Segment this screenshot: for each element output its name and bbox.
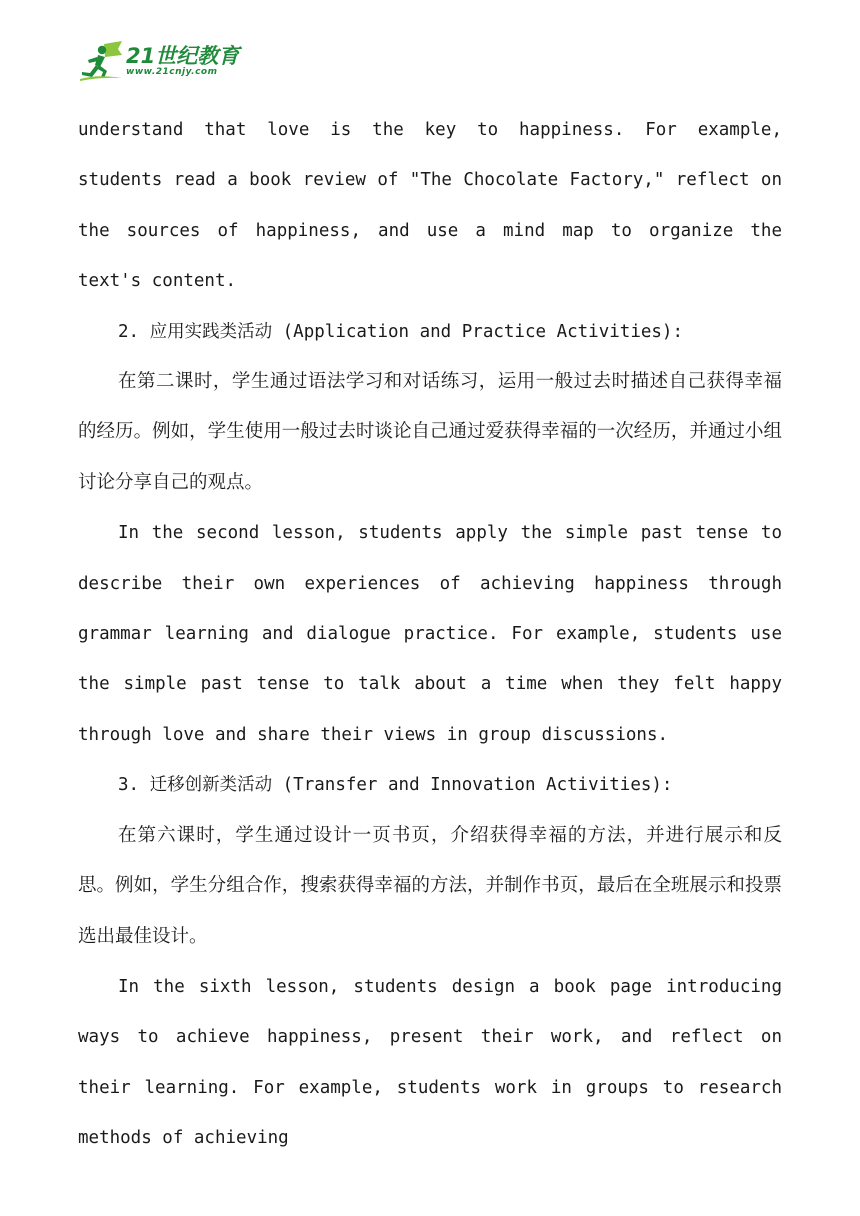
section-heading-transfer: 3. 迁移创新类活动 (Transfer and Innovation Activities): [118, 775, 673, 796]
runner-logo-icon [78, 40, 124, 82]
paragraph-application-en: In the second lesson, students apply the simple past tense to describe their own experiences of achieving happiness through grammar learning and dialogue practice. For example, students use the simple past tense to talk about a time when they felt happy through love and share their views in group discussions. [78, 523, 782, 745]
paragraph-transfer-en: In the sixth lesson, students design a book page introducing ways to achieve happiness, present their work, and reflect on their learning. For example, students work in groups to research methods of achieving [78, 976, 782, 1149]
logo-brand: 21世纪教育 [126, 43, 240, 68]
paragraph-application-zh: 在第二课时，学生通过语法学习和对话练习，运用一般过去时描述自己获得幸福的经历。例如，学生使用一般过去时谈论自己通过爱获得幸福的一次经历，并通过小组讨论分享自己的观点。 [78, 371, 782, 493]
document-body [78, 105, 782, 1164]
page-header [78, 40, 239, 82]
section-heading-application: 2. 应用实践类活动 (Application and Practice Activities): [118, 321, 684, 342]
logo-text [126, 45, 239, 78]
paragraph-continued: understand that love is the key to happiness. For example, students read a book review of "The Chocolate Factory," reflect on the sources of happiness, and use a mind map to organize the text's content. [78, 120, 782, 292]
logo-url: www.21cnjy.com [126, 66, 218, 77]
paragraph-transfer-zh: 在第六课时，学生通过设计一页书页，介绍获得幸福的方法，并进行展示和反思。例如，学生分组合作，搜索获得幸福的方法，并制作书页，最后在全班展示和投票选出最佳设计。 [78, 824, 782, 947]
